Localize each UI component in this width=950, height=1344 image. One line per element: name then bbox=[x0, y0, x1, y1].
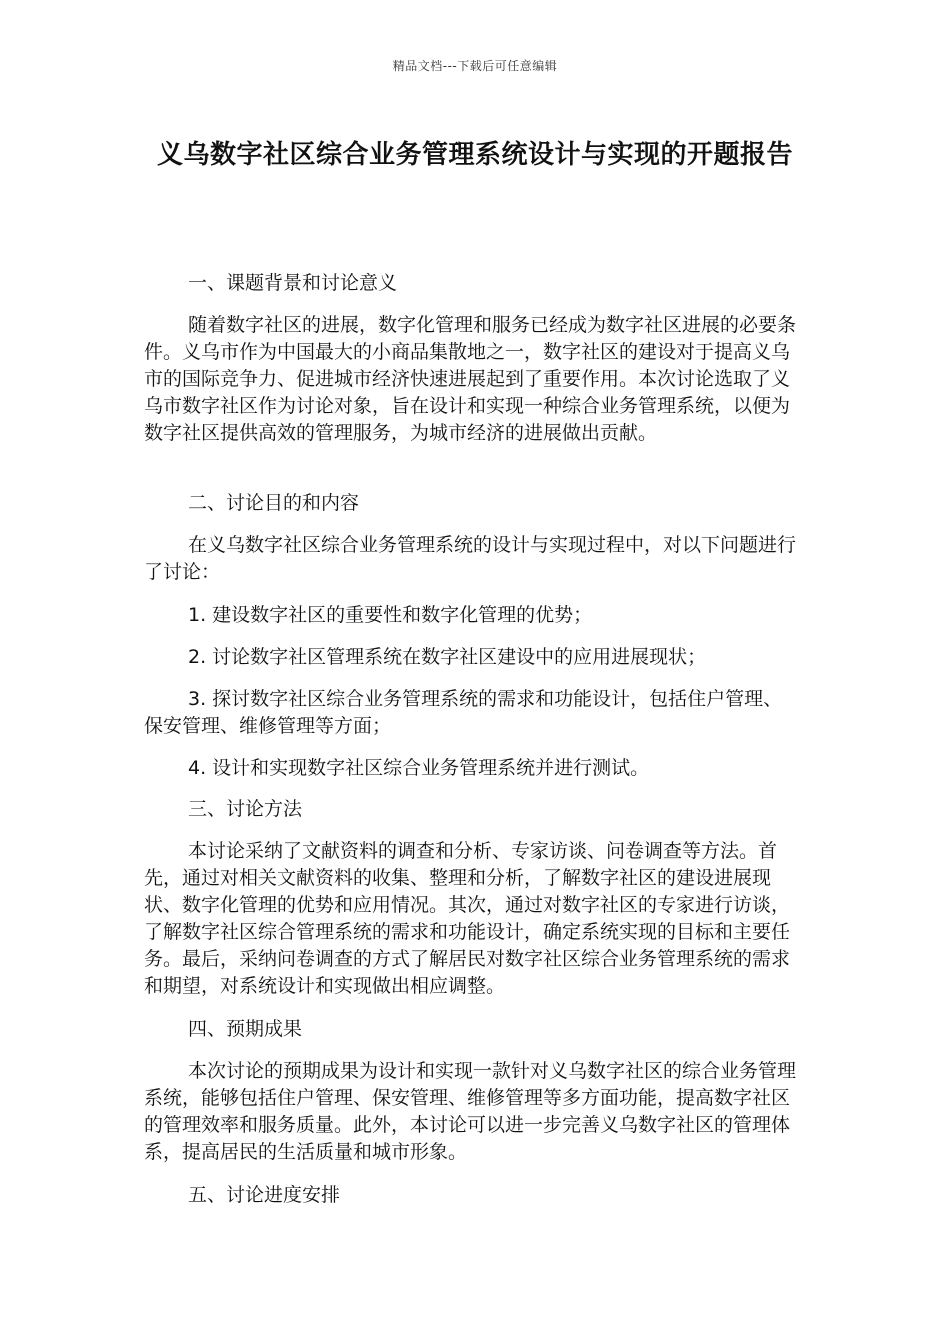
section-heading-background: 一、课题背景和讨论意义 bbox=[188, 272, 398, 294]
paragraph-objectives-intro: 在义乌数字社区综合业务管理系统的设计与实现过程中，对以下问题进行了讨论： bbox=[144, 534, 797, 583]
section-heading-objectives: 二、讨论目的和内容 bbox=[188, 492, 360, 514]
list-item-4: 4. 设计和实现数字社区综合业务管理系统并进行测试。 bbox=[188, 757, 650, 779]
paragraph-methods: 本讨论采纳了文献资料的调查和分析、专家访谈、问卷调查等方法。首先，通过对相关文献资料的收集、整理和分析，了解数字社区的建设进展现状、数字化管理的优势和应用情况。其次，通过对数字社区的专家进行访谈，了解数字社区综合管理系统的需求和功能设计，确定系统实现的目标和主要任务。最后，采纳问卷调查的方式了解居民对数字社区综合业务管理系统的需求和期望，对系统设计和实现做出相应调整。 bbox=[144, 840, 791, 997]
list-item-3: 3. 探讨数字社区综合业务管理系统的需求和功能设计，包括住户管理、保安管理、维修管理等方面； bbox=[144, 688, 783, 737]
section-heading-methods: 三、讨论方法 bbox=[188, 798, 303, 820]
section-heading-schedule: 五、讨论进度安排 bbox=[188, 1184, 341, 1206]
paragraph-outcomes: 本次讨论的预期成果为设计和实现一款针对义乌数字社区的综合业务管理系统，能够包括住户管理、保安管理、维修管理等多方面功能，提高数字社区的管理效率和服务质量。此外，本讨论可以进一步完善义乌数字社区的管理体系，提高居民的生活质量和城市形象。 bbox=[144, 1060, 797, 1163]
list-item-1: 1. 建设数字社区的重要性和数字化管理的优势； bbox=[188, 604, 593, 626]
header-watermark: 精品文档---下载后可任意编辑 bbox=[392, 59, 558, 73]
list-item-2: 2. 讨论数字社区管理系统在数字社区建设中的应用进展现状； bbox=[188, 646, 707, 668]
section-heading-outcomes: 四、预期成果 bbox=[188, 1018, 303, 1040]
paragraph-background: 随着数字社区的进展，数字化管理和服务已经成为数字社区进展的必要条件。义乌市作为中国最大的小商品集散地之一，数字社区的建设对于提高义乌市的国际竞争力、促进城市经济快速进展起到了重要作用。本次讨论选取了义乌市数字社区作为讨论对象，旨在设计和实现一种综合业务管理系统，以便为数字社区提供高效的管理服务，为城市经济的进展做出贡献。 bbox=[144, 314, 797, 444]
document-title: 义乌数字社区综合业务管理系统设计与实现的开题报告 bbox=[156, 140, 793, 170]
